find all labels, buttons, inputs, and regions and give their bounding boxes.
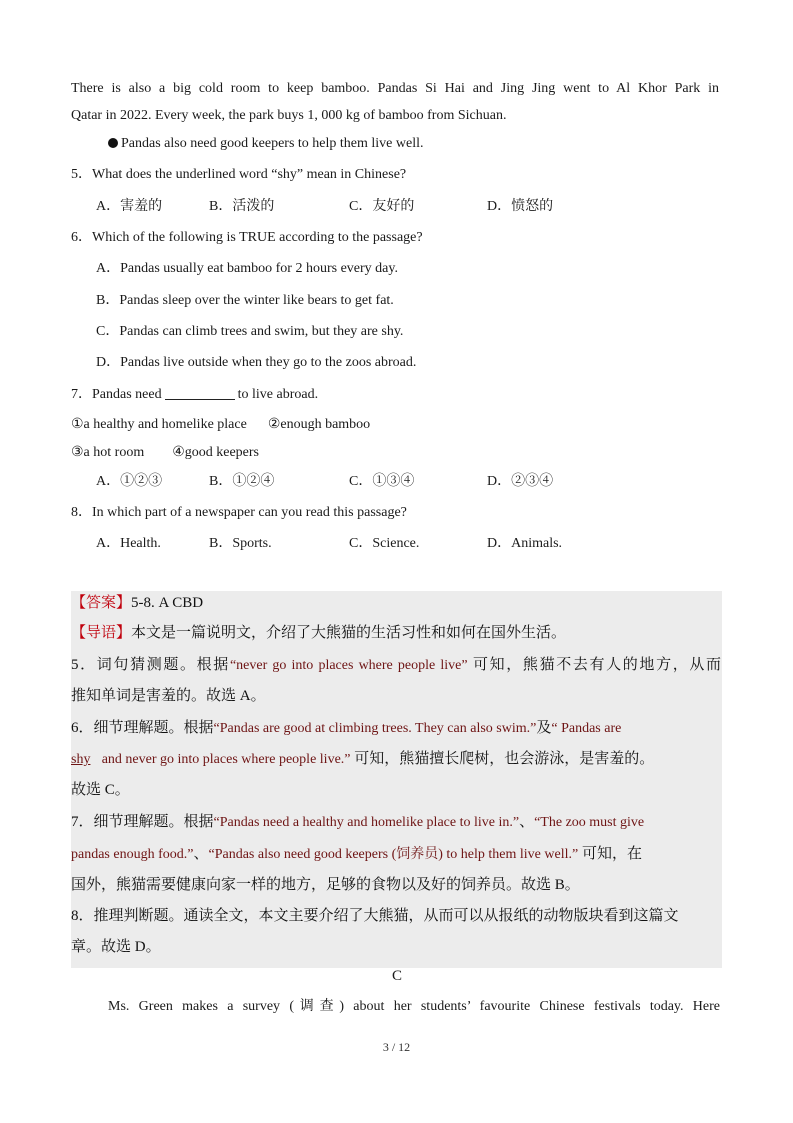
q6-option-c[interactable]: C．Pandas can climb trees and swim, but they are shy. xyxy=(96,324,404,339)
e6-quote-1: “Pandas are good at climbing trees. They can also swim.” xyxy=(213,721,537,736)
e6-b: 可知，熊猫擅长爬树，也会游泳，是害羞的。 xyxy=(354,751,655,767)
e5-a: 5．词句猜测题。根据 xyxy=(71,657,230,673)
q5-option-c[interactable]: C．友好的 xyxy=(349,199,415,214)
q8-option-b[interactable]: B．Sports. xyxy=(209,536,272,551)
q6-option-d[interactable]: D．Pandas live outside when they go to the zoos abroad. xyxy=(96,355,417,370)
question-5-stem: 5．What does the underlined word “shy” mean in Chinese? xyxy=(71,167,407,182)
explanation-6-line-2 xyxy=(71,749,654,770)
q7-option-d[interactable]: D．②③④ xyxy=(487,474,554,489)
e6-and: 及 xyxy=(536,720,552,736)
q8-option-c[interactable]: C．Science. xyxy=(349,536,420,551)
explanation-7-line-1 xyxy=(71,812,644,833)
q5-option-d[interactable]: D．愤怒的 xyxy=(487,199,554,214)
answer-label: 【答案】 xyxy=(71,595,132,611)
explanation-7-line-2 xyxy=(71,844,642,865)
q7-option-a[interactable]: A．①②③ xyxy=(96,474,163,489)
question-6-stem: 6．Which of the following is TRUE according to the passage? xyxy=(71,230,423,245)
q5-option-b[interactable]: B．活泼的 xyxy=(209,199,275,214)
q5-option-a[interactable]: A．害羞的 xyxy=(96,199,163,214)
e7-a: 7．细节理解题。根据 xyxy=(71,814,214,830)
e7-b: 可知，在 xyxy=(581,846,642,862)
q7-option-b[interactable]: B．①②④ xyxy=(209,474,275,489)
e5-quote: “never go into places where people live” xyxy=(229,658,468,673)
explanation-8-line-1: 8．推理判断题。通读全文，本文主要介绍了大熊猫，从而可以从报纸的动物版块看到这篇文 xyxy=(71,908,679,924)
section-c-line-1: Ms. Green makes a survey (调查) about her students’ favourite Chinese festivals today. Here xyxy=(108,999,720,1014)
answer-guide-line xyxy=(71,623,566,643)
answer-key: 5-8. A CBD xyxy=(131,595,204,611)
explanation-5-line-1 xyxy=(71,655,721,676)
question-8-stem: 8．In which part of a newspaper can you read this passage? xyxy=(71,505,407,520)
explanation-8-line-2: 章。故选 D。 xyxy=(71,939,161,955)
q7-choices-line-2: ③a hot room ④good keepers xyxy=(71,445,260,460)
q8-option-a[interactable]: A．Health. xyxy=(96,536,161,551)
guide-label: 【导语】 xyxy=(71,625,132,641)
q7-stem-before: 7．Pandas need xyxy=(71,387,162,402)
q7-choices-line-1: ①a healthy and homelike place ②enough bamboo xyxy=(71,417,371,432)
passage-line-2: Qatar in 2022. Every week, the park buys 1, 000 kg of bamboo from Sichuan. xyxy=(71,108,507,123)
guide-text: 本文是一篇说明文，介绍了大熊猫的生活习性和如何在国外生活。 xyxy=(131,625,567,641)
passage-line-1: There is also a big cold room to keep bamboo. Pandas Si Hai and Jing Jing went to Al Khor Park in xyxy=(71,81,719,96)
e7-quote-2: “The zoo must give xyxy=(534,815,645,830)
question-7-stem xyxy=(71,386,318,404)
e7-sep-2: 、 xyxy=(193,846,209,862)
bullet-icon xyxy=(108,138,118,148)
q7-stem-after: to live abroad. xyxy=(237,387,319,402)
q6-option-b[interactable]: B．Pandas sleep over the winter like bears to get fat. xyxy=(96,293,394,308)
e6-quote-2: “ Pandas are xyxy=(551,721,622,736)
e7-quote-4: “Pandas also need good keepers (饲养员) to help them live well.” xyxy=(208,847,579,862)
explanation-7-line-3: 国外，熊猫需要健康向家一样的地方，足够的食物以及好的饲养员。故选 B。 xyxy=(71,877,580,893)
e5-b: 可知，熊猫不去有人的地方，从而 xyxy=(473,657,721,673)
answer-key-line xyxy=(71,593,203,613)
passage-line-3-text: Pandas also need good keepers to help them live well. xyxy=(121,136,424,151)
e7-sep-1: 、 xyxy=(519,814,535,830)
e7-quote-3: pandas enough food.” xyxy=(71,847,194,862)
page-number: 3 / 12 xyxy=(382,1040,411,1054)
explanation-6-line-3: 故选 C。 xyxy=(71,782,130,798)
e7-quote-1: “Pandas need a healthy and homelike place to live in.” xyxy=(213,815,520,830)
e6-a: 6．细节理解题。根据 xyxy=(71,720,214,736)
explanation-5-line-2: 推知单词是害羞的。故选 A。 xyxy=(71,688,266,704)
q6-option-a[interactable]: A．Pandas usually eat bamboo for 2 hours every day. xyxy=(96,261,398,276)
e6-shy-underlined: shy xyxy=(71,752,91,767)
q8-option-d[interactable]: D．Animals. xyxy=(487,536,563,551)
q7-option-c[interactable]: C．①③④ xyxy=(349,474,415,489)
passage-line-3 xyxy=(108,135,423,153)
section-c-heading: C xyxy=(392,968,403,984)
explanation-6-line-1 xyxy=(71,718,621,739)
q7-answer-blank xyxy=(165,387,235,400)
e6-quote-3: and never go into places where people live.” xyxy=(101,752,351,767)
